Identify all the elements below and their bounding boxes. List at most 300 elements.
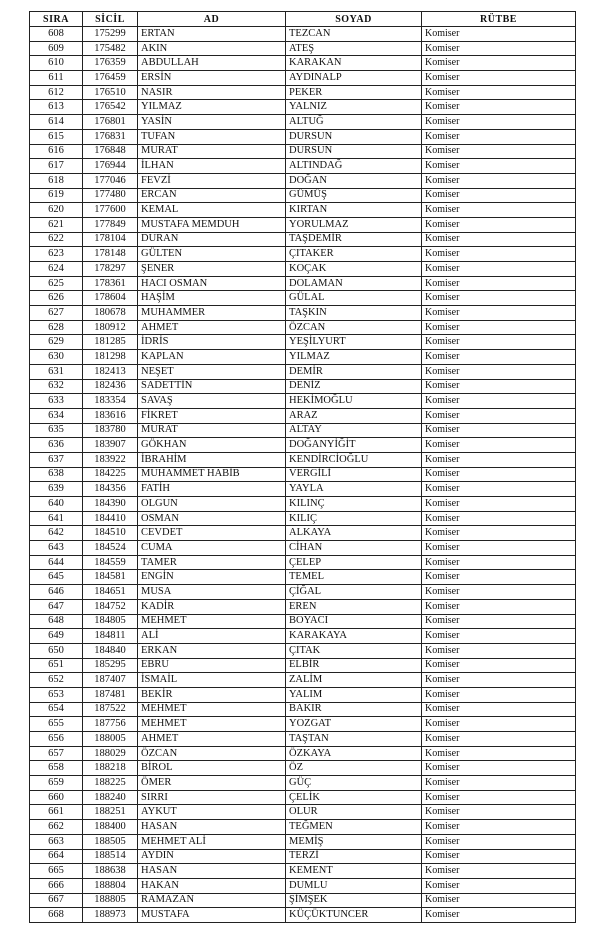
table-row: [30, 188, 576, 203]
table-row: [30, 673, 576, 688]
cell-sira: 656: [30, 732, 83, 747]
header-sira: SIRA: [30, 12, 83, 27]
cell-soyad: KILINÇ: [286, 497, 422, 512]
cell-ad: İLHAN: [138, 159, 286, 174]
cell-soyad: VERGİLİ: [286, 467, 422, 482]
cell-sira: 662: [30, 820, 83, 835]
cell-ad: ÖMER: [138, 776, 286, 791]
table-row: [30, 702, 576, 717]
cell-sicil: 175482: [83, 41, 138, 56]
cell-ad: İDRİS: [138, 335, 286, 350]
cell-rutbe: Komiser: [422, 834, 576, 849]
cell-soyad: ARAZ: [286, 408, 422, 423]
cell-rutbe: Komiser: [422, 864, 576, 879]
cell-ad: KAPLAN: [138, 350, 286, 365]
cell-sira: 611: [30, 71, 83, 86]
cell-rutbe: Komiser: [422, 291, 576, 306]
table-row: [30, 394, 576, 409]
cell-sira: 641: [30, 511, 83, 526]
cell-rutbe: Komiser: [422, 717, 576, 732]
cell-sicil: 176801: [83, 115, 138, 130]
table-row: [30, 570, 576, 585]
cell-rutbe: Komiser: [422, 173, 576, 188]
cell-sicil: 187756: [83, 717, 138, 732]
cell-sicil: 187522: [83, 702, 138, 717]
cell-soyad: DURSUN: [286, 129, 422, 144]
cell-sicil: 180912: [83, 320, 138, 335]
cell-ad: AHMET: [138, 732, 286, 747]
cell-sira: 644: [30, 555, 83, 570]
cell-sicil: 187407: [83, 673, 138, 688]
table-header: [30, 12, 576, 27]
cell-sira: 636: [30, 438, 83, 453]
cell-sira: 660: [30, 790, 83, 805]
cell-soyad: BOYACI: [286, 614, 422, 629]
cell-ad: KADİR: [138, 599, 286, 614]
cell-sicil: 182436: [83, 379, 138, 394]
cell-rutbe: Komiser: [422, 497, 576, 512]
cell-soyad: KENDİRCİOĞLU: [286, 452, 422, 467]
header-row: [30, 12, 576, 27]
cell-soyad: ALTAY: [286, 423, 422, 438]
cell-sira: 640: [30, 497, 83, 512]
cell-sicil: 184651: [83, 585, 138, 600]
cell-sira: 653: [30, 687, 83, 702]
cell-sicil: 177480: [83, 188, 138, 203]
cell-soyad: YAYLA: [286, 482, 422, 497]
table-row: [30, 834, 576, 849]
cell-rutbe: Komiser: [422, 599, 576, 614]
cell-soyad: BAKIR: [286, 702, 422, 717]
cell-rutbe: Komiser: [422, 335, 576, 350]
cell-soyad: ELBİR: [286, 658, 422, 673]
cell-soyad: YALIM: [286, 687, 422, 702]
cell-rutbe: Komiser: [422, 115, 576, 130]
table-row: [30, 203, 576, 218]
cell-sicil: 188400: [83, 820, 138, 835]
table-row: [30, 335, 576, 350]
cell-sicil: 184811: [83, 629, 138, 644]
cell-sicil: 183922: [83, 452, 138, 467]
cell-sicil: 178148: [83, 247, 138, 262]
cell-sira: 643: [30, 541, 83, 556]
cell-rutbe: Komiser: [422, 27, 576, 42]
cell-sira: 612: [30, 85, 83, 100]
cell-sira: 617: [30, 159, 83, 174]
cell-soyad: TERZİ: [286, 849, 422, 864]
table-row: [30, 746, 576, 761]
cell-sira: 657: [30, 746, 83, 761]
cell-sira: 615: [30, 129, 83, 144]
table-row: [30, 364, 576, 379]
cell-soyad: HEKİMOĞLU: [286, 394, 422, 409]
cell-ad: YASİN: [138, 115, 286, 130]
cell-soyad: YOZGAT: [286, 717, 422, 732]
cell-sira: 614: [30, 115, 83, 130]
cell-sira: 667: [30, 893, 83, 908]
table-row: [30, 276, 576, 291]
cell-rutbe: Komiser: [422, 408, 576, 423]
cell-rutbe: Komiser: [422, 129, 576, 144]
cell-sira: 650: [30, 643, 83, 658]
table-row: [30, 511, 576, 526]
cell-rutbe: Komiser: [422, 379, 576, 394]
cell-sicil: 178104: [83, 232, 138, 247]
cell-soyad: DOLAMAN: [286, 276, 422, 291]
cell-soyad: DUMLU: [286, 878, 422, 893]
cell-sira: 645: [30, 570, 83, 585]
cell-soyad: TAŞTAN: [286, 732, 422, 747]
cell-rutbe: Komiser: [422, 159, 576, 174]
cell-ad: NEŞET: [138, 364, 286, 379]
table-row: [30, 643, 576, 658]
cell-rutbe: Komiser: [422, 350, 576, 365]
cell-rutbe: Komiser: [422, 746, 576, 761]
cell-sicil: 184581: [83, 570, 138, 585]
cell-sicil: 188514: [83, 849, 138, 864]
cell-soyad: EREN: [286, 599, 422, 614]
cell-sira: 646: [30, 585, 83, 600]
cell-sicil: 183616: [83, 408, 138, 423]
cell-sicil: 181285: [83, 335, 138, 350]
cell-ad: DURAN: [138, 232, 286, 247]
table-row: [30, 658, 576, 673]
table-row: [30, 732, 576, 747]
table-row: [30, 115, 576, 130]
cell-soyad: CİHAN: [286, 541, 422, 556]
table-row: [30, 878, 576, 893]
cell-soyad: KIRTAN: [286, 203, 422, 218]
cell-sicil: 188240: [83, 790, 138, 805]
table-row: [30, 849, 576, 864]
cell-rutbe: Komiser: [422, 849, 576, 864]
table-row: [30, 820, 576, 835]
personnel-table: [29, 11, 576, 923]
cell-ad: KEMAL: [138, 203, 286, 218]
cell-ad: HAŞİM: [138, 291, 286, 306]
table-row: [30, 173, 576, 188]
cell-ad: ENGİN: [138, 570, 286, 585]
cell-ad: BİROL: [138, 761, 286, 776]
cell-sicil: 183907: [83, 438, 138, 453]
cell-sicil: 184356: [83, 482, 138, 497]
cell-soyad: YORULMAZ: [286, 217, 422, 232]
cell-soyad: ÇİĞAL: [286, 585, 422, 600]
cell-rutbe: Komiser: [422, 203, 576, 218]
cell-soyad: TAŞKIN: [286, 306, 422, 321]
cell-sicil: 176459: [83, 71, 138, 86]
cell-soyad: OLUR: [286, 805, 422, 820]
cell-ad: EBRU: [138, 658, 286, 673]
cell-soyad: KÜÇÜKTUNCER: [286, 908, 422, 923]
cell-sira: 652: [30, 673, 83, 688]
cell-rutbe: Komiser: [422, 820, 576, 835]
cell-sira: 668: [30, 908, 83, 923]
table-row: [30, 232, 576, 247]
cell-sira: 630: [30, 350, 83, 365]
cell-rutbe: Komiser: [422, 188, 576, 203]
table-row: [30, 864, 576, 879]
cell-soyad: KARAKAN: [286, 56, 422, 71]
table-row: [30, 247, 576, 262]
cell-sira: 649: [30, 629, 83, 644]
cell-ad: ÖZCAN: [138, 746, 286, 761]
cell-soyad: GÜMÜŞ: [286, 188, 422, 203]
cell-rutbe: Komiser: [422, 247, 576, 262]
cell-soyad: TEZCAN: [286, 27, 422, 42]
cell-rutbe: Komiser: [422, 467, 576, 482]
cell-sira: 664: [30, 849, 83, 864]
cell-ad: AKIN: [138, 41, 286, 56]
table-row: [30, 497, 576, 512]
table-row: [30, 629, 576, 644]
cell-rutbe: Komiser: [422, 276, 576, 291]
cell-rutbe: Komiser: [422, 71, 576, 86]
table-row: [30, 614, 576, 629]
cell-sira: 634: [30, 408, 83, 423]
header-ad: AD: [138, 12, 286, 27]
cell-sira: 661: [30, 805, 83, 820]
table-row: [30, 423, 576, 438]
table-row: [30, 85, 576, 100]
cell-ad: MURAT: [138, 144, 286, 159]
table-row: [30, 144, 576, 159]
cell-sicil: 178361: [83, 276, 138, 291]
cell-sicil: 188638: [83, 864, 138, 879]
cell-ad: ABDULLAH: [138, 56, 286, 71]
cell-ad: İSMAİL: [138, 673, 286, 688]
cell-sicil: 176831: [83, 129, 138, 144]
cell-soyad: AYDINALP: [286, 71, 422, 86]
cell-sicil: 188005: [83, 732, 138, 747]
header-sicil: SİCİL: [83, 12, 138, 27]
cell-ad: TAMER: [138, 555, 286, 570]
table-row: [30, 159, 576, 174]
cell-sicil: 177849: [83, 217, 138, 232]
cell-sira: 647: [30, 599, 83, 614]
cell-sira: 638: [30, 467, 83, 482]
cell-sicil: 176510: [83, 85, 138, 100]
table-row: [30, 41, 576, 56]
cell-rutbe: Komiser: [422, 570, 576, 585]
cell-soyad: ŞİMŞEK: [286, 893, 422, 908]
cell-rutbe: Komiser: [422, 893, 576, 908]
cell-sicil: 188251: [83, 805, 138, 820]
cell-sira: 633: [30, 394, 83, 409]
cell-sira: 665: [30, 864, 83, 879]
cell-soyad: TEMEL: [286, 570, 422, 585]
cell-sira: 624: [30, 262, 83, 277]
table-row: [30, 438, 576, 453]
cell-ad: AHMET: [138, 320, 286, 335]
cell-rutbe: Komiser: [422, 262, 576, 277]
cell-soyad: ÇITAKER: [286, 247, 422, 262]
cell-sicil: 188804: [83, 878, 138, 893]
cell-rutbe: Komiser: [422, 761, 576, 776]
cell-ad: ERKAN: [138, 643, 286, 658]
cell-sicil: 176542: [83, 100, 138, 115]
cell-rutbe: Komiser: [422, 614, 576, 629]
table-row: [30, 776, 576, 791]
cell-sicil: 178297: [83, 262, 138, 277]
cell-ad: MEHMET: [138, 702, 286, 717]
cell-ad: GÜLTEN: [138, 247, 286, 262]
cell-sira: 610: [30, 56, 83, 71]
cell-sicil: 188218: [83, 761, 138, 776]
cell-ad: SAVAŞ: [138, 394, 286, 409]
cell-sira: 629: [30, 335, 83, 350]
cell-soyad: ÇELEP: [286, 555, 422, 570]
cell-sicil: 177600: [83, 203, 138, 218]
cell-sicil: 188805: [83, 893, 138, 908]
cell-sira: 666: [30, 878, 83, 893]
cell-sicil: 181298: [83, 350, 138, 365]
cell-sicil: 183780: [83, 423, 138, 438]
cell-sira: 609: [30, 41, 83, 56]
cell-soyad: TAŞDEMİR: [286, 232, 422, 247]
cell-sicil: 184524: [83, 541, 138, 556]
cell-soyad: TEĞMEN: [286, 820, 422, 835]
cell-ad: FEVZİ: [138, 173, 286, 188]
table-row: [30, 482, 576, 497]
cell-sira: 663: [30, 834, 83, 849]
cell-ad: AYKUT: [138, 805, 286, 820]
cell-rutbe: Komiser: [422, 85, 576, 100]
cell-rutbe: Komiser: [422, 643, 576, 658]
cell-soyad: ÇELİK: [286, 790, 422, 805]
cell-rutbe: Komiser: [422, 306, 576, 321]
cell-rutbe: Komiser: [422, 878, 576, 893]
table-row: [30, 27, 576, 42]
cell-ad: ERSİN: [138, 71, 286, 86]
header-soyad: SOYAD: [286, 12, 422, 27]
cell-ad: SIRRI: [138, 790, 286, 805]
cell-sicil: 176944: [83, 159, 138, 174]
cell-soyad: ÖZKAYA: [286, 746, 422, 761]
cell-ad: GÖKHAN: [138, 438, 286, 453]
cell-ad: OSMAN: [138, 511, 286, 526]
cell-ad: OLGUN: [138, 497, 286, 512]
cell-rutbe: Komiser: [422, 526, 576, 541]
cell-soyad: DENİZ: [286, 379, 422, 394]
cell-rutbe: Komiser: [422, 673, 576, 688]
cell-rutbe: Komiser: [422, 438, 576, 453]
cell-sira: 658: [30, 761, 83, 776]
cell-rutbe: Komiser: [422, 555, 576, 570]
cell-sira: 623: [30, 247, 83, 262]
cell-rutbe: Komiser: [422, 41, 576, 56]
cell-sicil: 184752: [83, 599, 138, 614]
cell-sira: 639: [30, 482, 83, 497]
cell-soyad: YILMAZ: [286, 350, 422, 365]
table-row: [30, 526, 576, 541]
cell-sicil: 176848: [83, 144, 138, 159]
cell-soyad: KILIÇ: [286, 511, 422, 526]
cell-ad: MUSA: [138, 585, 286, 600]
cell-sicil: 184805: [83, 614, 138, 629]
cell-sira: 632: [30, 379, 83, 394]
cell-rutbe: Komiser: [422, 100, 576, 115]
cell-sira: 635: [30, 423, 83, 438]
cell-soyad: KOÇAK: [286, 262, 422, 277]
cell-sicil: 188505: [83, 834, 138, 849]
table-row: [30, 541, 576, 556]
cell-soyad: DURSUN: [286, 144, 422, 159]
cell-rutbe: Komiser: [422, 364, 576, 379]
cell-sicil: 184840: [83, 643, 138, 658]
cell-sira: 637: [30, 452, 83, 467]
table-row: [30, 217, 576, 232]
cell-rutbe: Komiser: [422, 790, 576, 805]
cell-soyad: ALTINDAĞ: [286, 159, 422, 174]
cell-sira: 627: [30, 306, 83, 321]
cell-rutbe: Komiser: [422, 320, 576, 335]
cell-sira: 628: [30, 320, 83, 335]
cell-sira: 659: [30, 776, 83, 791]
cell-ad: İBRAHİM: [138, 452, 286, 467]
cell-sicil: 184390: [83, 497, 138, 512]
cell-sira: 626: [30, 291, 83, 306]
cell-sicil: 187481: [83, 687, 138, 702]
cell-rutbe: Komiser: [422, 732, 576, 747]
cell-sicil: 185295: [83, 658, 138, 673]
cell-ad: MUHAMMET HABİB: [138, 467, 286, 482]
cell-sira: 608: [30, 27, 83, 42]
table-row: [30, 262, 576, 277]
cell-ad: NASIR: [138, 85, 286, 100]
table-row: [30, 306, 576, 321]
cell-soyad: KARAKAYA: [286, 629, 422, 644]
table-row: [30, 291, 576, 306]
cell-soyad: ÖZ: [286, 761, 422, 776]
cell-sira: 642: [30, 526, 83, 541]
cell-sira: 620: [30, 203, 83, 218]
cell-sira: 648: [30, 614, 83, 629]
cell-rutbe: Komiser: [422, 776, 576, 791]
cell-sicil: 188029: [83, 746, 138, 761]
header-rutbe: RÜTBE: [422, 12, 576, 27]
cell-sira: 616: [30, 144, 83, 159]
cell-ad: HAKAN: [138, 878, 286, 893]
cell-sira: 622: [30, 232, 83, 247]
cell-sira: 655: [30, 717, 83, 732]
table-row: [30, 350, 576, 365]
cell-ad: BEKİR: [138, 687, 286, 702]
cell-ad: CUMA: [138, 541, 286, 556]
cell-sicil: 188225: [83, 776, 138, 791]
cell-sira: 621: [30, 217, 83, 232]
cell-ad: MUSTAFA: [138, 908, 286, 923]
cell-ad: FİKRET: [138, 408, 286, 423]
cell-sicil: 183354: [83, 394, 138, 409]
table-row: [30, 467, 576, 482]
table-row: [30, 320, 576, 335]
cell-sicil: 176359: [83, 56, 138, 71]
cell-sicil: 184410: [83, 511, 138, 526]
table-row: [30, 687, 576, 702]
cell-rutbe: Komiser: [422, 658, 576, 673]
cell-soyad: ALTUĞ: [286, 115, 422, 130]
cell-soyad: ATEŞ: [286, 41, 422, 56]
cell-ad: TUFAN: [138, 129, 286, 144]
cell-soyad: ÇITAK: [286, 643, 422, 658]
table-row: [30, 129, 576, 144]
cell-soyad: DOĞAN: [286, 173, 422, 188]
cell-sicil: 178604: [83, 291, 138, 306]
table-row: [30, 893, 576, 908]
cell-sira: 625: [30, 276, 83, 291]
cell-soyad: GÜLAL: [286, 291, 422, 306]
